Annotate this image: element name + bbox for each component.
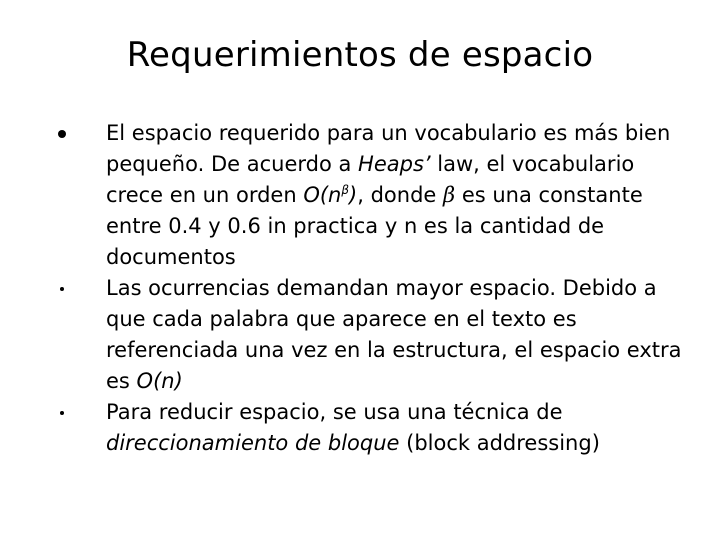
bullet-dot-icon [57,273,67,304]
formula-exponent: β [341,183,350,197]
bullet-dot-icon [57,118,67,149]
bullet-list [106,118,686,459]
formula-text: ) [349,183,358,207]
bullet-text-italic: direccionamiento de bloque [106,431,400,455]
bullet-dot-icon [57,397,67,428]
slide-title: Requerimientos de espacio [126,35,594,75]
bullet-text: law, el vocabulario crece en un orden [106,152,635,207]
bullet-text: Las ocurrencias demandan mayor espacio. Debido a que cada palabra que aparece en el texto es referenciada una vez en la estructura, el espacio extra es [106,276,682,393]
bullet-text: Para reducir espacio, se usa una técnica de [106,400,563,424]
bullet-text-italic: O(n) [136,369,183,393]
bullet-text: (block addressing) [399,431,600,455]
formula-text: O(n [303,183,342,207]
bullet-text: El espacio requerido para un vocabulario es más bien pequeño. De acuerdo a [106,121,671,176]
bullet-text-italic: Heaps’ [358,152,431,176]
beta-symbol: β [443,183,456,207]
bullet-text: , donde [357,183,444,207]
bullet-item-block-addressing [106,397,686,459]
bullet-item-vocabulary [106,118,686,273]
bullet-item-occurrences [106,273,686,397]
bullet-text: es una constante entre 0.4 y 0.6 in practica y n es la cantidad de documentos [106,183,643,269]
